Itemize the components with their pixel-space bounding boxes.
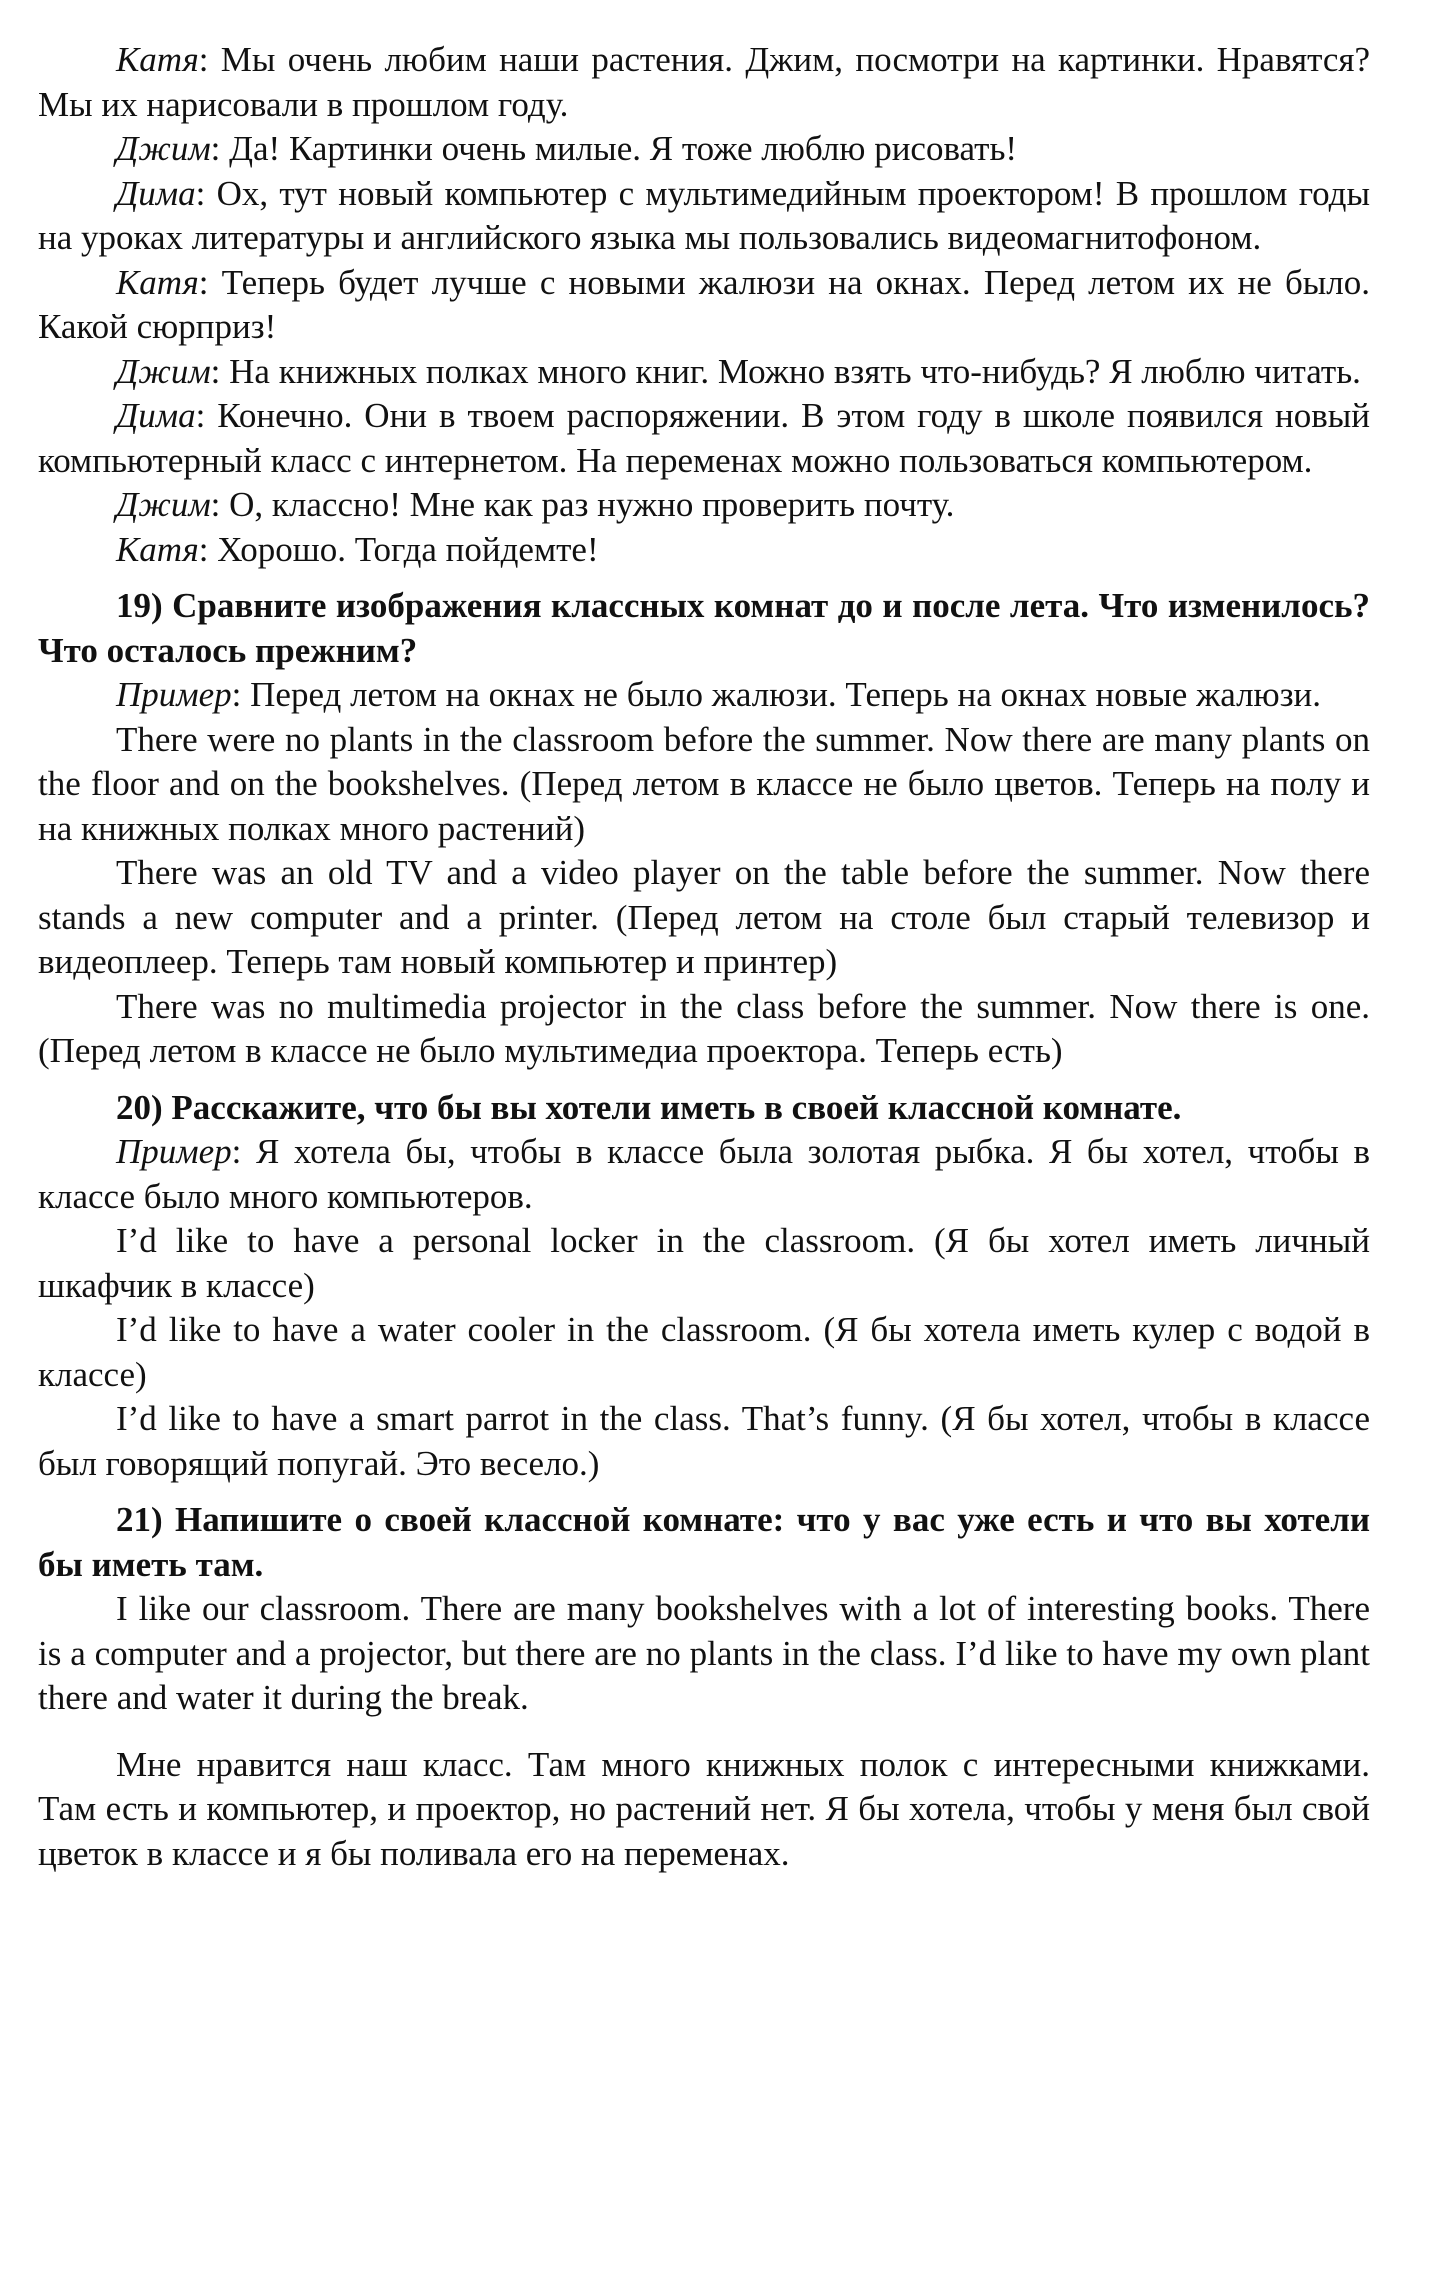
dialogue-text: : О, классно! Мне как раз нужно проверить почту.: [210, 485, 955, 524]
dialogue-text: : Ох, тут новый компьютер с мультимедийным проектором! В прошлом годы на уроках литературы и английского языка мы пользовались видеомагнитофоном.: [38, 173, 1370, 257]
speaker-name: Катя: [116, 40, 199, 79]
task-21-answer-english: I like our classroom. There are many bookshelves with a lot of interesting books. There is a computer and a projector, but there are no plants in the class. I’d like to have my own plant there and water it during the break.: [38, 1589, 1370, 1717]
task-19-answer: There were no plants in the classroom before the summer. Now there are many plants on the floor and on the bookshelves. (Перед летом в классе не было цветов. Теперь на полу и на книжных полках много растений): [38, 719, 1370, 848]
task-19-heading: 19) Сравните изображения классных комнат до и после лета. Что изменилось? Что осталось прежним?: [38, 586, 1370, 670]
dialogue-text: : Да! Картинки очень милые. Я тоже люблю рисовать!: [210, 129, 1018, 168]
example-text: : Я хотела бы, чтобы в классе была золотая рыбка. Я бы хотел, чтобы в классе было много компьютеров.: [38, 1132, 1370, 1216]
dialogue-line: [38, 127, 1370, 172]
task-19-example: [38, 673, 1370, 718]
dialogue-line: [38, 483, 1370, 528]
dialogue-text: : Хорошо. Тогда пойдемте!: [198, 529, 599, 569]
speaker-name: Дима: [116, 173, 196, 213]
dialogue-line: [38, 38, 1370, 127]
speaker-name: Джим: [116, 485, 211, 524]
dialogue-text: : Конечно. Они в твоем распоряжении. В этом году в школе появился новый компьютерный класс с интернетом. На переменах можно пользоваться компьютером.: [38, 396, 1370, 480]
example-label: Пример: [116, 1132, 232, 1171]
example-text: : Перед летом на окнах не было жалюзи. Теперь на окнах новые жалюзи.: [231, 675, 1322, 714]
speaker-name: Джим: [116, 129, 211, 168]
task-19-answer: There was no multimedia projector in the class before the summer. Now there is one. (Перед летом в классе не было мультимедиа проектора. Теперь есть): [38, 986, 1370, 1070]
dialogue-text: : Теперь будет лучше с новыми жалюзи на окнах. Перед летом их не было. Какой сюрприз!: [38, 262, 1370, 346]
speaker-name: Дима: [116, 396, 196, 435]
task-20-heading: 20) Расскажите, что бы вы хотели иметь в своей классной комнате.: [116, 1087, 1182, 1127]
dialogue-line: [38, 261, 1370, 350]
dialogue-line: [38, 394, 1370, 483]
dialogue-text: : Мы очень любим наши растения. Джим, посмотри на картинки. Нравятся? Мы их нарисовали в прошлом году.: [38, 40, 1370, 124]
task-20-answer: I’d like to have a smart parrot in the class. That’s funny. (Я бы хотел, чтобы в классе был говорящий попугай. Это весело.): [38, 1399, 1370, 1483]
dialogue-line: [38, 172, 1370, 261]
task-20-answer: I’d like to have a personal locker in the classroom. (Я бы хотел иметь личный шкафчик в классе): [38, 1221, 1370, 1305]
page: [38, 38, 1370, 1876]
task-20-answer: I’d like to have a water cooler in the classroom. (Я бы хотела иметь кулер с водой в классе): [38, 1310, 1370, 1394]
task-19-answer: There was an old TV and a video player on the table before the summer. Now there stands a new computer and a printer. (Перед летом на столе был старый телевизор и видеоплеер. Теперь там новый компьютер и принтер): [38, 853, 1370, 981]
speaker-name: Джим: [116, 351, 211, 391]
speaker-name: Катя: [116, 262, 199, 302]
dialogue-text: : На книжных полках много книг. Можно взять что-нибудь? Я люблю читать.: [210, 351, 1361, 391]
dialogue-line: [38, 528, 1370, 573]
task-20-example: [38, 1130, 1370, 1219]
task-21-heading: 21) Напишите о своей классной комнате: что у вас уже есть и что вы хотели бы иметь там.: [38, 1500, 1370, 1584]
example-label: Пример: [116, 675, 232, 714]
speaker-name: Катя: [116, 529, 199, 569]
dialogue-line: [38, 350, 1370, 395]
task-21-answer-russian: Мне нравится наш класс. Там много книжных полок с интересными книжками. Там есть и компьютер, и проектор, но растений нет. Я бы хотела, чтобы у меня был свой цветок в классе и я бы поливала его на переменах.: [38, 1744, 1370, 1873]
